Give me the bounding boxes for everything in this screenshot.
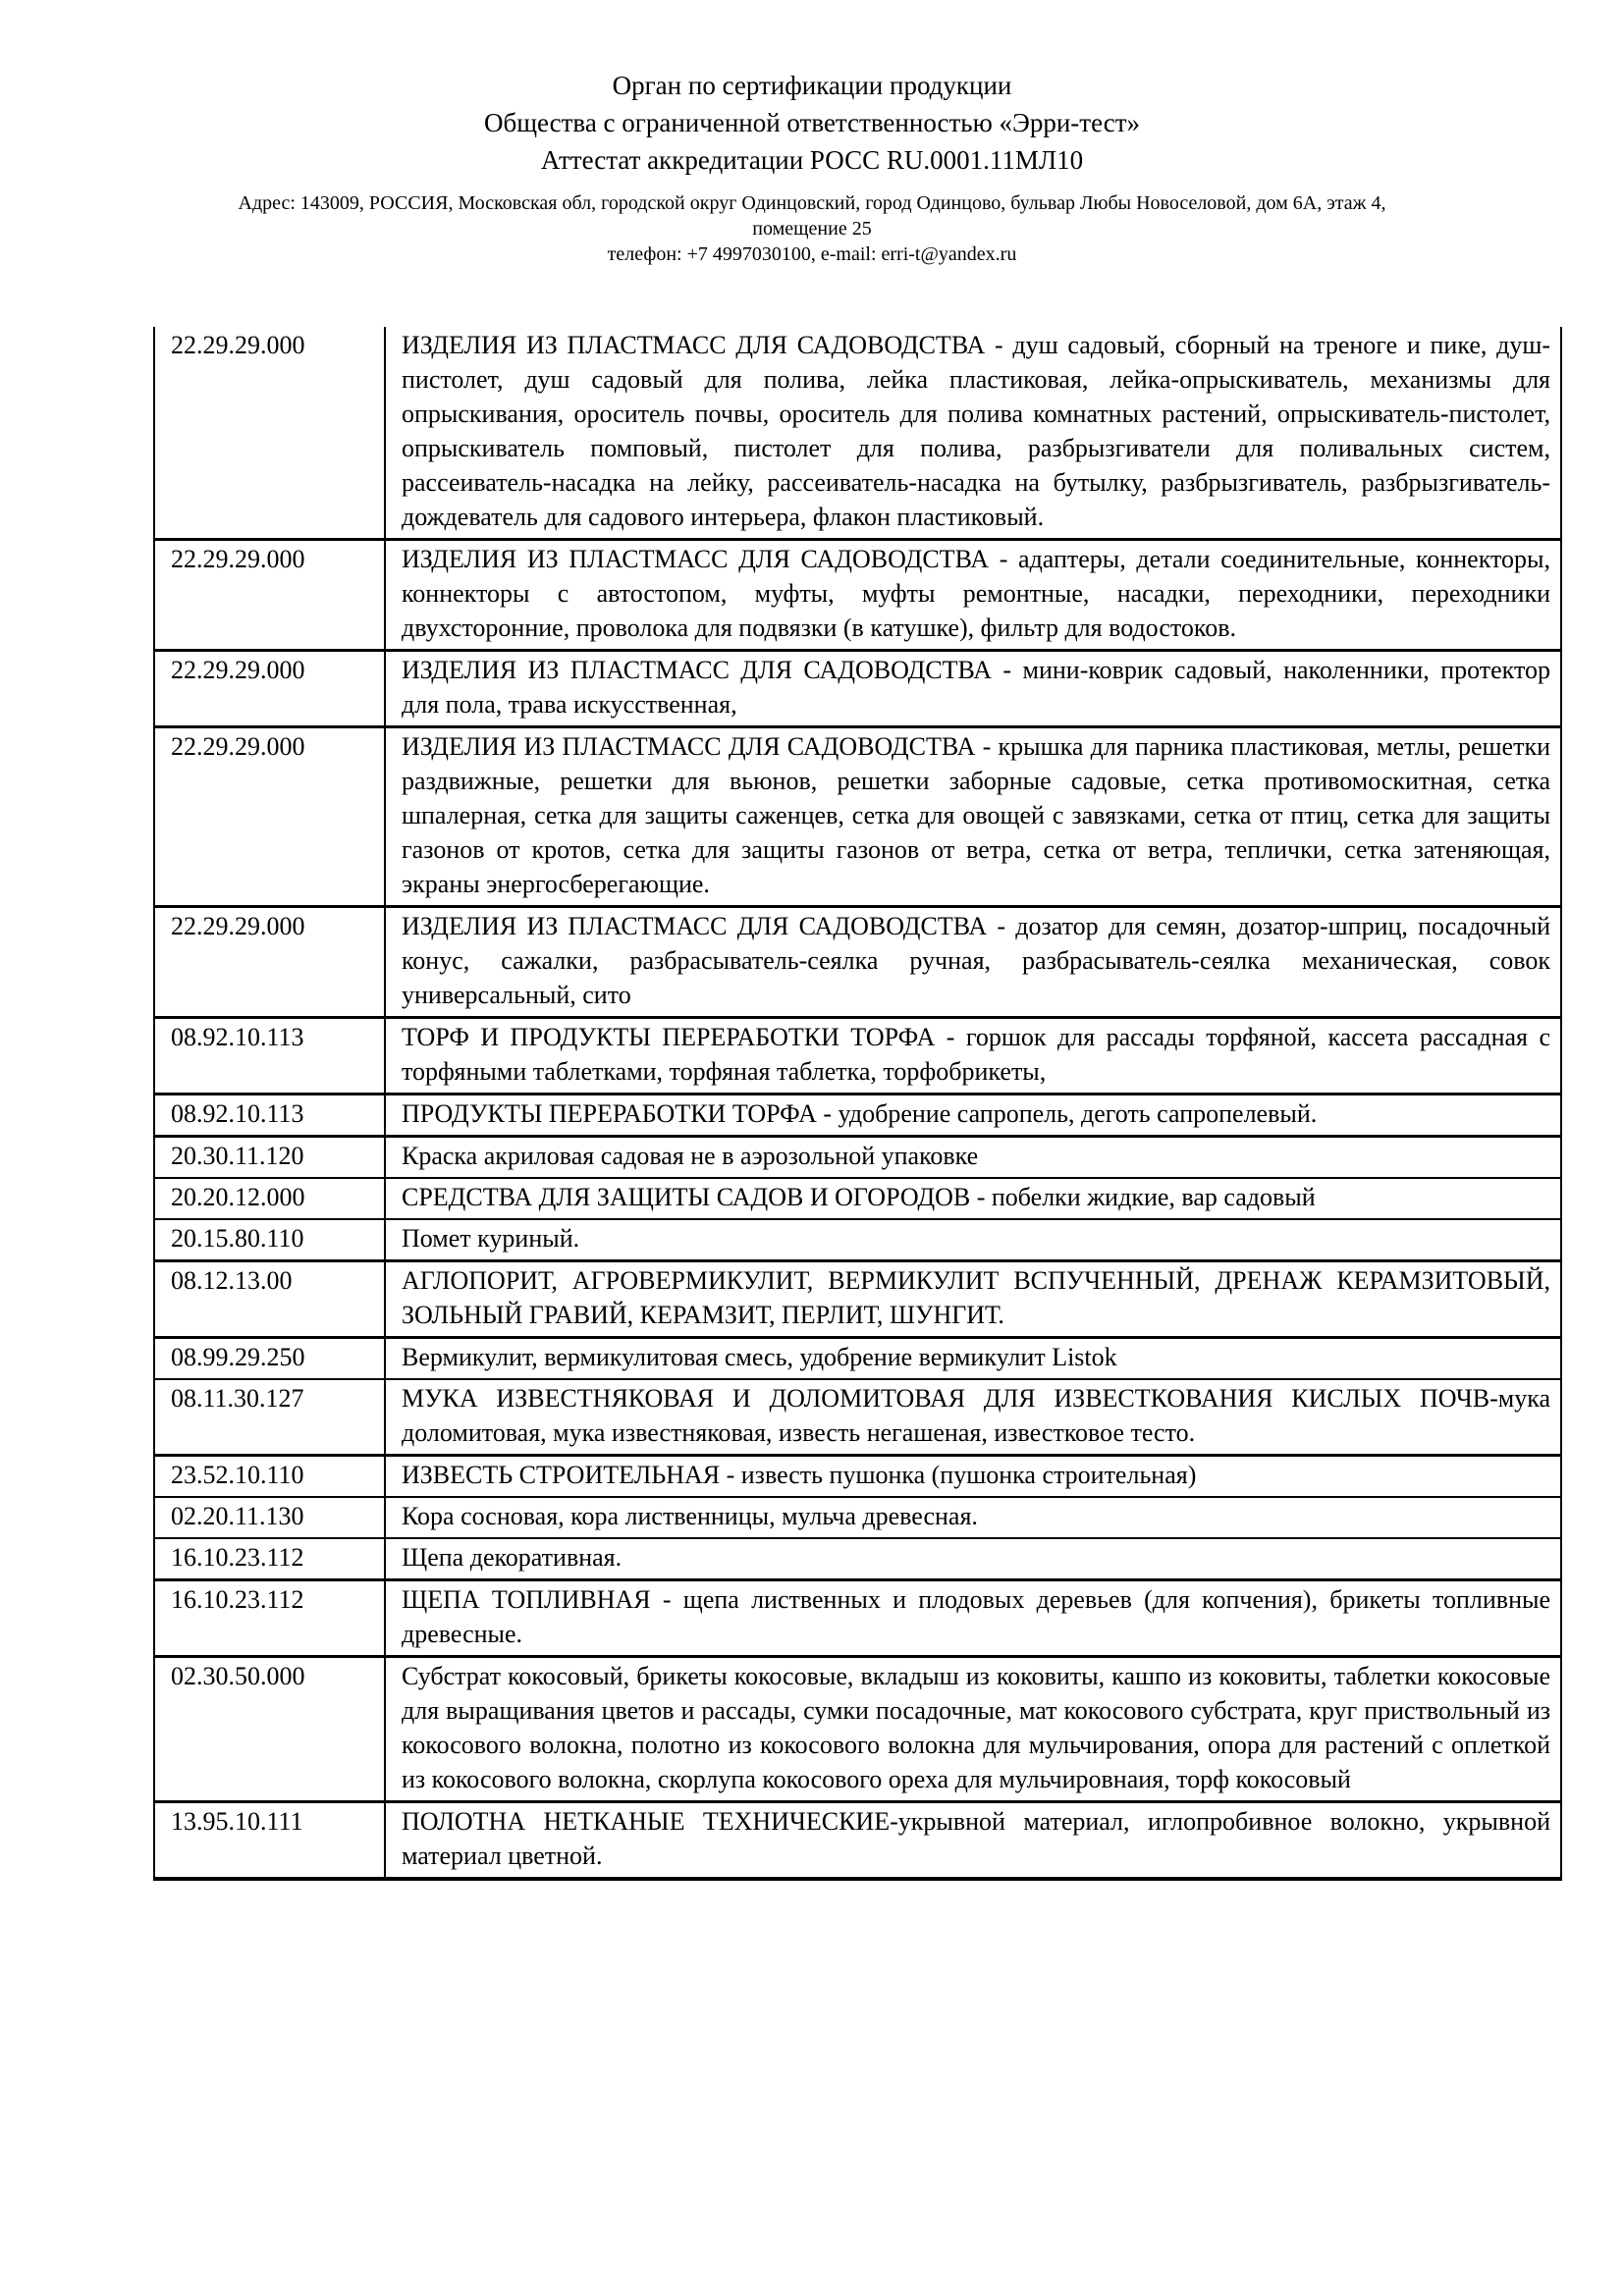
table-row [155, 1336, 1560, 1378]
description-cell: ПРОДУКТЫ ПЕРЕРАБОТКИ ТОРФА - удобрение сапропель, деготь сапропелевый. [402, 1099, 1318, 1128]
description-cell: ИЗДЕЛИЯ ИЗ ПЛАСТМАСС ДЛЯ САДОВОДСТВА - адаптеры, детали соединительные, коннекторы, коннекторы с автостопом, муфты, муфты ремонтные, насадки, переходники, переходники двухсторонние, проволока для подвязки (в катушке), фильтр для водостоков. [402, 545, 1550, 642]
description-cell: ТОРФ И ПРОДУКТЫ ПЕРЕРАБОТКИ ТОРФА - горшок для рассады торфяной, кассета рассадная с торфяными таблетками, торфяная таблетка, торфобрикеты, [402, 1023, 1550, 1086]
table-row [155, 538, 1560, 649]
org-title-line1: Орган по сертификации продукции [612, 71, 1012, 100]
table-row [155, 1537, 1560, 1578]
code-cell: 20.30.11.120 [155, 1138, 386, 1177]
product-table-body [155, 327, 1560, 1877]
table-row [155, 1093, 1560, 1135]
description-cell: ИЗДЕЛИЯ ИЗ ПЛАСТМАСС ДЛЯ САДОВОДСТВА - душ садовый, сборный на треноге и пике, душ-пистолет, душ садовый для полива, лейка пластиковая, лейка-опрыскиватель, механизмы для опрыскивания, ороситель почвы, ороситель для полива комнатных растений, опрыскиватель-пистолет, опрыскиватель помповый, пистолет для полива, разбрызгиватели для поливальных систем, рассеиватель-насадка на лейку, рассеиватель-насадка на бутылку, разбрызгиватель, разбрызгиватель-дождеватель для садового интерьера, флакон пластиковый. [402, 331, 1550, 531]
code-cell: 13.95.10.111 [155, 1803, 386, 1877]
table-row [155, 1496, 1560, 1537]
description-cell: ЩЕПА ТОПЛИВНАЯ - щепа лиственных и плодовых деревьев (для копчения), брикеты топливные древесные. [402, 1585, 1550, 1648]
description-cell: Краска акриловая садовая не в аэрозольной упаковке [402, 1142, 979, 1170]
page-header [0, 67, 1624, 267]
table-row [155, 327, 1560, 538]
contact-line: телефон: +7 4997030100, e-mail: erri-t@yandex.ru [607, 243, 1017, 265]
description-cell: ИЗВЕСТЬ СТРОИТЕЛЬНАЯ - известь пушонка (пушонка строительная) [402, 1461, 1197, 1489]
description-cell: МУКА ИЗВЕСТНЯКОВАЯ И ДОЛОМИТОВАЯ ДЛЯ ИЗВЕСТКОВАНИЯ КИСЛЫХ ПОЧВ-мука доломитовая, мука известняковая, известь негашеная, известковое тесто. [402, 1384, 1550, 1447]
code-cell: 02.30.50.000 [155, 1658, 386, 1800]
description-cell: ИЗДЕЛИЯ ИЗ ПЛАСТМАСС ДЛЯ САДОВОДСТВА - мини-коврик садовый, наколенники, протектор для пола, трава искусственная, [402, 656, 1550, 719]
address-line1: Адрес: 143009, РОССИЯ, Московская обл, городской округ Одинцовский, город Одинцово, бульвар Любы Новоселовой, дом 6А, этаж 4, [238, 192, 1386, 214]
code-cell: 08.12.13.00 [155, 1262, 386, 1336]
code-cell: 20.15.80.110 [155, 1220, 386, 1259]
table-row [155, 1016, 1560, 1093]
description-cell: АГЛОПОРИТ, АГРОВЕРМИКУЛИТ, ВЕРМИКУЛИТ ВСПУЧЕННЫЙ, ДРЕНАЖ КЕРАМЗИТОВЫЙ, ЗОЛЬНЫЙ ГРАВИЙ, КЕРАМЗИТ, ПЕРЛИТ, ШУНГИТ. [402, 1266, 1550, 1329]
table-row [155, 1218, 1560, 1259]
code-cell: 02.20.11.130 [155, 1498, 386, 1537]
code-cell: 08.99.29.250 [155, 1339, 386, 1378]
code-cell: 22.29.29.000 [155, 908, 386, 1016]
description-cell: Вермикулит, вермикулитовая смесь, удобрение вермикулит Listok [402, 1343, 1117, 1371]
code-cell: 20.20.12.000 [155, 1179, 386, 1218]
table-row [155, 1378, 1560, 1454]
code-cell: 22.29.29.000 [155, 327, 386, 538]
code-cell: 22.29.29.000 [155, 728, 386, 905]
table-row [155, 1177, 1560, 1218]
table-row [155, 1454, 1560, 1496]
table-row [155, 649, 1560, 725]
code-cell: 08.92.10.113 [155, 1095, 386, 1135]
table-row [155, 905, 1560, 1016]
description-cell: ПОЛОТНА НЕТКАНЫЕ ТЕХНИЧЕСКИЕ-укрывной материал, иглопробивное волокно, укрывной материал цветной. [402, 1807, 1550, 1870]
code-cell: 16.10.23.112 [155, 1539, 386, 1578]
table-row [155, 1800, 1560, 1877]
description-cell: Субстрат кокосовый, брикеты кокосовые, вкладыш из коковиты, кашпо из коковиты, таблетки кокосовые для выращивания цветов и рассады, сумки посадочные, мат кокосового субстрата, круг приствольный из кокосового волокна, полотно из кокосового волокна для мульчирования, опора для растений с оплеткой из кокосового волокна, скорлупа кокосового ореха для мульчировнаия, торф кокосовый [402, 1662, 1550, 1793]
description-cell: ИЗДЕЛИЯ ИЗ ПЛАСТМАСС ДЛЯ САДОВОДСТВА - дозатор для семян, дозатор-шприц, посадочный конус, сажалки, разбрасыватель-сеялка ручная, разбрасыватель-сеялка механическая, совок универсальный, сито [402, 912, 1550, 1009]
code-cell: 22.29.29.000 [155, 541, 386, 649]
table-row [155, 1655, 1560, 1800]
code-cell: 16.10.23.112 [155, 1581, 386, 1655]
code-cell: 08.11.30.127 [155, 1380, 386, 1454]
table-row [155, 1578, 1560, 1655]
accreditation-line: Аттестат аккредитации РОСС RU.0001.11МЛ10 [540, 145, 1084, 175]
code-cell: 22.29.29.000 [155, 652, 386, 725]
description-cell: Кора сосновая, кора лиственницы, мульча древесная. [402, 1502, 978, 1530]
table-row [155, 1135, 1560, 1177]
org-title-line2: Общества с ограниченной ответственностью «Эрри-тест» [483, 108, 1141, 137]
description-cell: СРЕДСТВА ДЛЯ ЗАЩИТЫ САДОВ И ОГОРОДОВ - побелки жидкие, вар садовый [402, 1183, 1316, 1211]
description-cell: ИЗДЕЛИЯ ИЗ ПЛАСТМАСС ДЛЯ САДОВОДСТВА - крышка для парника пластиковая, метлы, решетки раздвижные, решетки для вьюнов, решетки заборные садовые, сетка противомоскитная, сетка шпалерная, сетка для защиты саженцев, сетка для овощей с завязками, сетка от птиц, сетка для защиты газонов от кротов, сетка для защиты газонов от ветра, сетка от ветра, теплички, сетка затеняющая, экраны энергосберегающие. [402, 732, 1550, 898]
org-meta-block [0, 190, 1624, 267]
address-line2: помещение 25 [752, 218, 872, 240]
code-cell: 08.92.10.113 [155, 1019, 386, 1093]
description-cell: Щепа декоративная. [402, 1543, 623, 1572]
code-cell: 23.52.10.110 [155, 1457, 386, 1496]
certification-products-table [153, 327, 1562, 1881]
table-row [155, 1259, 1560, 1336]
table-row [155, 725, 1560, 905]
description-cell: Помет куриный. [402, 1224, 580, 1253]
